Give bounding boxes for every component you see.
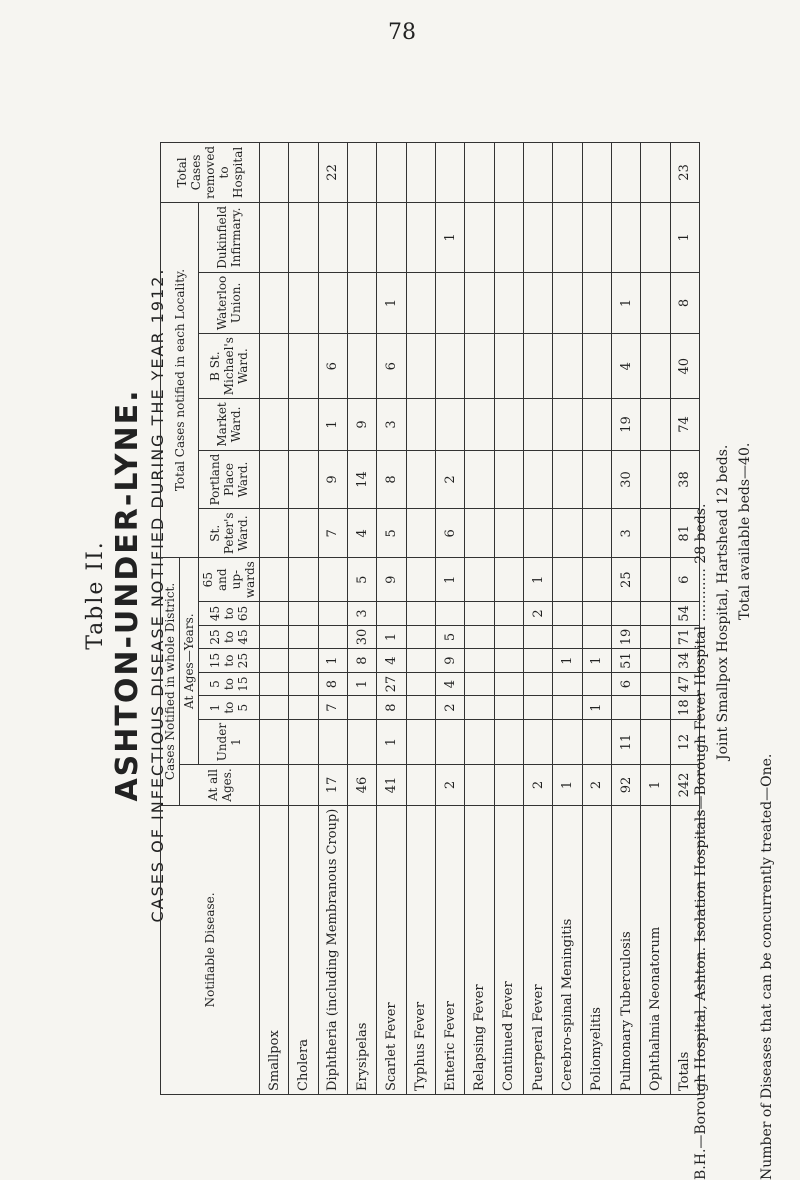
- table-cell: [289, 334, 318, 399]
- totals-cell: 38: [670, 450, 699, 509]
- table-cell: [494, 672, 523, 696]
- table-cell: 2: [582, 765, 611, 805]
- table-cell: [523, 399, 552, 450]
- table-cell: [641, 558, 670, 602]
- data-table-container: [160, 145, 700, 1095]
- table-cell: [494, 399, 523, 450]
- table-cell: 7: [318, 696, 347, 720]
- table-cell: 46: [347, 765, 376, 805]
- table-cell: [406, 202, 435, 272]
- table-cell: [582, 602, 611, 626]
- table-row: [465, 142, 494, 1094]
- table-cell: [318, 202, 347, 272]
- disease-name: Puerperal Fever: [523, 805, 552, 1094]
- table-cell: [582, 334, 611, 399]
- table-cell: 2: [523, 765, 552, 805]
- table-cell: 1: [435, 202, 464, 272]
- table-cell: [435, 719, 464, 764]
- table-cell: [494, 558, 523, 602]
- table-cell: [260, 509, 289, 558]
- table-cell: [406, 696, 435, 720]
- header-ward-3: B St. Michael's Ward.: [199, 334, 260, 399]
- table-cell: [260, 558, 289, 602]
- header-age-2: 5 to 15: [199, 672, 260, 696]
- table-cell: 6: [435, 509, 464, 558]
- table-cell: [406, 272, 435, 333]
- table-cell: 9: [347, 399, 376, 450]
- totals-cell: 54: [670, 602, 699, 626]
- table-cell: [494, 602, 523, 626]
- table-cell: 25: [611, 558, 640, 602]
- totals-cell: 23: [670, 142, 699, 202]
- table-cell: [347, 334, 376, 399]
- table-cell: [318, 719, 347, 764]
- table-cell: [641, 672, 670, 696]
- table-row: [582, 142, 611, 1094]
- table-cell: [641, 202, 670, 272]
- table-cell: [289, 450, 318, 509]
- table-cell: 22: [318, 142, 347, 202]
- totals-cell: 71: [670, 625, 699, 649]
- table-cell: [553, 672, 582, 696]
- table-cell: 4: [377, 649, 406, 673]
- table-cell: [260, 765, 289, 805]
- disease-name: Relapsing Fever: [465, 805, 494, 1094]
- header-age-0: Under 1: [199, 719, 260, 764]
- page-number: 78: [388, 20, 416, 45]
- table-cell: 3: [611, 509, 640, 558]
- table-cell: 2: [435, 450, 464, 509]
- table-cell: [494, 649, 523, 673]
- totals-cell: 12: [670, 719, 699, 764]
- totals-cell: 47: [670, 672, 699, 696]
- table-cell: 1: [377, 625, 406, 649]
- table-cell: [465, 602, 494, 626]
- table-cell: [465, 272, 494, 333]
- table-cell: [377, 142, 406, 202]
- table-cell: [523, 202, 552, 272]
- table-cell: 1: [611, 272, 640, 333]
- header-ward-4: Waterloo Union.: [199, 272, 260, 333]
- table-cell: 1: [318, 399, 347, 450]
- table-cell: [435, 334, 464, 399]
- header-at-all-ages: At all Ages.: [180, 765, 260, 805]
- table-cell: [318, 625, 347, 649]
- table-cell: 3: [347, 602, 376, 626]
- table-cell: 8: [377, 450, 406, 509]
- table-cell: [641, 334, 670, 399]
- table-cell: 1: [347, 672, 376, 696]
- table-cell: [406, 649, 435, 673]
- table-cell: [553, 399, 582, 450]
- table-cell: [641, 399, 670, 450]
- table-cell: [523, 272, 552, 333]
- table-cell: [260, 202, 289, 272]
- table-row: [523, 142, 552, 1094]
- table-row: [377, 142, 406, 1094]
- table-cell: 1: [553, 765, 582, 805]
- table-cell: [377, 602, 406, 626]
- header-age-1: 1 to 5: [199, 696, 260, 720]
- table-cell: 41: [377, 765, 406, 805]
- table-cell: 5: [347, 558, 376, 602]
- totals-label: Totals: [670, 805, 699, 1094]
- table-cell: [523, 509, 552, 558]
- table-cell: 1: [377, 719, 406, 764]
- table-cell: [465, 696, 494, 720]
- table-cell: [553, 509, 582, 558]
- table-cell: [494, 719, 523, 764]
- table-cell: 2: [523, 602, 552, 626]
- table-cell: [494, 765, 523, 805]
- table-cell: [260, 625, 289, 649]
- table-cell: 7: [318, 509, 347, 558]
- table-row: [289, 142, 318, 1094]
- table-number: Table II.: [83, 540, 108, 650]
- table-cell: [435, 399, 464, 450]
- table-cell: [553, 719, 582, 764]
- footnote-4: Number of Diseases that can be concurrently treated—One.: [759, 753, 775, 1180]
- table-cell: [465, 625, 494, 649]
- table-cell: 51: [611, 649, 640, 673]
- table-cell: [465, 558, 494, 602]
- table-cell: [465, 334, 494, 399]
- table-cell: 6: [611, 672, 640, 696]
- table-row: [406, 142, 435, 1094]
- footnote-3: Total available beds—40.: [737, 442, 753, 620]
- disease-name: Erysipelas: [347, 805, 376, 1094]
- table-row: [260, 142, 289, 1094]
- table-cell: 4: [347, 509, 376, 558]
- table-cell: 8: [347, 649, 376, 673]
- disease-name: Enteric Fever: [435, 805, 464, 1094]
- table-cell: [465, 649, 494, 673]
- table-cell: 14: [347, 450, 376, 509]
- table-cell: [494, 696, 523, 720]
- table-cell: [289, 142, 318, 202]
- disease-name: Poliomyelitis: [582, 805, 611, 1094]
- table-cell: [289, 509, 318, 558]
- footnote-2: Joint Smallpox Hospital, Hartshead 12 beds.: [715, 444, 731, 760]
- table-subtitle: CASES OF INFECTIOUS DISEASE NOTIFIED DURING THE YEAR 1912.: [148, 267, 167, 923]
- header-at-ages: At Ages—Years.: [180, 558, 199, 765]
- table-cell: 3: [377, 399, 406, 450]
- table-cell: [465, 765, 494, 805]
- table-cell: 1: [582, 696, 611, 720]
- table-cell: [611, 142, 640, 202]
- table-cell: 8: [377, 696, 406, 720]
- table-cell: [641, 272, 670, 333]
- table-cell: [494, 450, 523, 509]
- table-cell: 19: [611, 625, 640, 649]
- table-cell: [494, 272, 523, 333]
- table-cell: 30: [611, 450, 640, 509]
- table-cell: [318, 272, 347, 333]
- table-cell: [523, 719, 552, 764]
- table-cell: [641, 450, 670, 509]
- table-row: [435, 142, 464, 1094]
- table-cell: [494, 202, 523, 272]
- table-row: [318, 142, 347, 1094]
- totals-cell: 6: [670, 558, 699, 602]
- table-cell: [289, 602, 318, 626]
- table-cell: [289, 765, 318, 805]
- table-cell: [582, 399, 611, 450]
- table-cell: [611, 202, 640, 272]
- table-cell: 2: [435, 696, 464, 720]
- table-cell: [582, 558, 611, 602]
- table-cell: [523, 142, 552, 202]
- table-cell: [582, 142, 611, 202]
- table-cell: 1: [553, 649, 582, 673]
- table-cell: [494, 142, 523, 202]
- table-cell: [406, 625, 435, 649]
- table-cell: 6: [377, 334, 406, 399]
- table-cell: [289, 719, 318, 764]
- table-cell: [553, 202, 582, 272]
- table-cell: [553, 334, 582, 399]
- table-cell: [641, 602, 670, 626]
- table-cell: [260, 272, 289, 333]
- totals-cell: 18: [670, 696, 699, 720]
- table-cell: [289, 558, 318, 602]
- table-cell: [260, 450, 289, 509]
- footnotes: [690, 180, 800, 1180]
- disease-name: Cholera: [289, 805, 318, 1094]
- disease-name: Smallpox: [260, 805, 289, 1094]
- table-cell: [260, 696, 289, 720]
- totals-cell: 74: [670, 399, 699, 450]
- header-age-5: 45 to 65: [199, 602, 260, 626]
- table-cell: [553, 602, 582, 626]
- header-ward-2: Market Ward.: [199, 399, 260, 450]
- table-cell: [260, 334, 289, 399]
- table-cell: 19: [611, 399, 640, 450]
- table-row: [494, 142, 523, 1094]
- table-cell: [377, 202, 406, 272]
- table-cell: [553, 272, 582, 333]
- table-title: ASHTON-UNDER-LYNE.: [110, 388, 145, 802]
- table-cell: [553, 450, 582, 509]
- table-cell: [465, 399, 494, 450]
- table-cell: [435, 272, 464, 333]
- table-cell: [289, 272, 318, 333]
- totals-cell: 40: [670, 334, 699, 399]
- table-cell: [465, 450, 494, 509]
- header-ward-5: Dukinfield Infirmary.: [199, 202, 260, 272]
- table-cell: [318, 602, 347, 626]
- table-cell: [553, 142, 582, 202]
- table-cell: [523, 672, 552, 696]
- table-cell: [406, 509, 435, 558]
- header-ward-1: Portland Place Ward.: [199, 450, 260, 509]
- table-cell: [406, 142, 435, 202]
- table-cell: 1: [377, 272, 406, 333]
- table-cell: [260, 672, 289, 696]
- table-cell: 6: [318, 334, 347, 399]
- table-cell: 2: [435, 765, 464, 805]
- table-cell: 1: [318, 649, 347, 673]
- table-cell: [465, 509, 494, 558]
- table-cell: 1: [582, 649, 611, 673]
- table-cell: [289, 202, 318, 272]
- table-cell: [523, 450, 552, 509]
- table-cell: [465, 202, 494, 272]
- table-cell: [465, 672, 494, 696]
- table-cell: [406, 558, 435, 602]
- header-ward-0: St. Peter's Ward.: [199, 509, 260, 558]
- disease-name: Cerebro-spinal Meningitis: [553, 805, 582, 1094]
- table-cell: [523, 649, 552, 673]
- table-cell: 4: [611, 334, 640, 399]
- table-cell: [553, 696, 582, 720]
- totals-cell: 1: [670, 202, 699, 272]
- table-cell: [260, 719, 289, 764]
- table-cell: [582, 719, 611, 764]
- table-cell: [641, 509, 670, 558]
- table-cell: [260, 399, 289, 450]
- table-cell: 1: [641, 765, 670, 805]
- table-cell: [406, 450, 435, 509]
- table-row: [641, 142, 670, 1094]
- table-cell: 5: [435, 625, 464, 649]
- table-cell: [289, 399, 318, 450]
- totals-cell: 242: [670, 765, 699, 805]
- table-cell: 9: [435, 649, 464, 673]
- table-cell: [347, 202, 376, 272]
- table-cell: [260, 649, 289, 673]
- table-cell: [406, 765, 435, 805]
- table-cell: [641, 625, 670, 649]
- table-cell: [582, 202, 611, 272]
- table-cell: [260, 142, 289, 202]
- table-cell: [553, 625, 582, 649]
- table-cell: [260, 602, 289, 626]
- table-cell: [582, 272, 611, 333]
- disease-name: Diphtheria (including Membranous Croup): [318, 805, 347, 1094]
- table-cell: [347, 272, 376, 333]
- table-cell: 9: [377, 558, 406, 602]
- table-cell: [553, 558, 582, 602]
- table-cell: 5: [377, 509, 406, 558]
- table-cell: [641, 142, 670, 202]
- table-cell: [611, 602, 640, 626]
- table-cell: [347, 696, 376, 720]
- footnote-1: B.H.—Borough Hospital, Ashton. Isolation Hospitals—Borough Fever Hospital ............ 28 beds.: [693, 503, 709, 1180]
- table-cell: [347, 719, 376, 764]
- totals-cell: 34: [670, 649, 699, 673]
- disease-name: Pulmonary Tuberculosis: [611, 805, 640, 1094]
- table-cell: 17: [318, 765, 347, 805]
- table-row: [553, 142, 582, 1094]
- table-cell: [582, 672, 611, 696]
- table-cell: [641, 696, 670, 720]
- table-row: [347, 142, 376, 1094]
- table-cell: [523, 625, 552, 649]
- table-cell: 11: [611, 719, 640, 764]
- header-age-6: 65 and up-wards: [199, 558, 260, 602]
- table-cell: [406, 672, 435, 696]
- table-cell: [582, 625, 611, 649]
- header-whole-district: Cases Notified in whole District.: [161, 558, 180, 806]
- header-age-4: 25 to 45: [199, 625, 260, 649]
- table-cell: [406, 334, 435, 399]
- table-cell: [289, 672, 318, 696]
- table-cell: 8: [318, 672, 347, 696]
- table-cell: [289, 696, 318, 720]
- disease-name: Continued Fever: [494, 805, 523, 1094]
- totals-cell: 8: [670, 272, 699, 333]
- table-cell: [494, 625, 523, 649]
- table-cell: [465, 142, 494, 202]
- table-cell: [494, 509, 523, 558]
- table-cell: [289, 649, 318, 673]
- table-cell: 92: [611, 765, 640, 805]
- disease-name: Scarlet Fever: [377, 805, 406, 1094]
- table-row: [611, 142, 640, 1094]
- table-cell: [582, 450, 611, 509]
- table-cell: [435, 602, 464, 626]
- table-cell: 4: [435, 672, 464, 696]
- disease-name: Ophthalmia Neonatorum: [641, 805, 670, 1094]
- table-cell: [289, 625, 318, 649]
- table-cell: [435, 142, 464, 202]
- table-cell: [347, 142, 376, 202]
- table-cell: 1: [435, 558, 464, 602]
- table-cell: [494, 334, 523, 399]
- table-cell: [611, 696, 640, 720]
- table-cell: [641, 719, 670, 764]
- table-cell: [641, 649, 670, 673]
- disease-table: [160, 142, 700, 1095]
- table-cell: 1: [523, 558, 552, 602]
- table-cell: 30: [347, 625, 376, 649]
- header-locality: Total Cases notified in each Locality.: [161, 202, 199, 557]
- table-cell: 27: [377, 672, 406, 696]
- table-cell: [465, 719, 494, 764]
- table-cell: [523, 334, 552, 399]
- table-cell: [582, 509, 611, 558]
- header-removed: Total Cases removed to Hospital: [161, 142, 260, 202]
- disease-name: Typhus Fever: [406, 805, 435, 1094]
- table-cell: [318, 558, 347, 602]
- table-cell: [406, 719, 435, 764]
- table-cell: [523, 696, 552, 720]
- totals-cell: 81: [670, 509, 699, 558]
- table-cell: [406, 602, 435, 626]
- header-disease: Notifiable Disease.: [161, 805, 260, 1094]
- table-cell: 9: [318, 450, 347, 509]
- table-cell: [406, 399, 435, 450]
- header-age-3: 15 to 25: [199, 649, 260, 673]
